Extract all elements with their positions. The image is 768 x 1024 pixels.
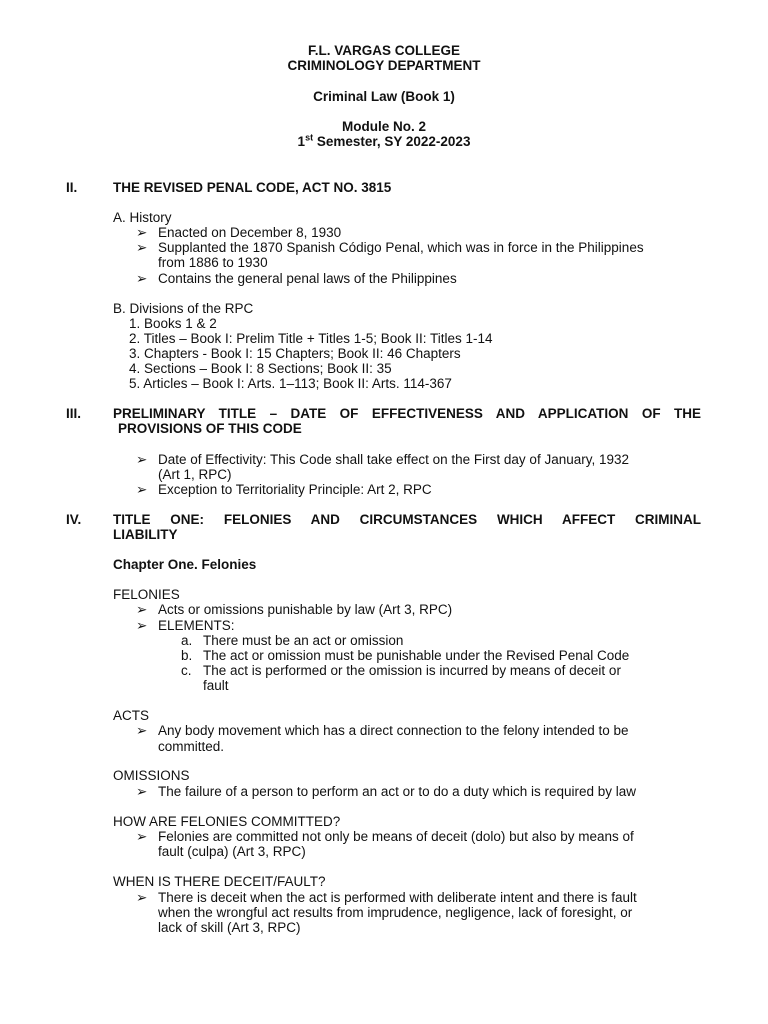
effectivity-item-cont: (Art 1, RPC)	[158, 467, 232, 482]
element-text: The act or omission must be punishable under the Revised Penal Code	[203, 648, 630, 663]
divisions-label: B. Divisions of the RPC	[113, 301, 254, 316]
element-letter: a.	[181, 633, 193, 648]
course-title: Criminal Law (Book 1)	[313, 89, 455, 104]
chapter-title: Chapter One. Felonies	[113, 557, 257, 572]
semester-text: Semester, SY 2022-2023	[313, 134, 471, 149]
bullet-arrow-icon: ➢	[136, 723, 148, 738]
division-item-1: 1. Books 1 & 2	[129, 316, 217, 331]
section-4-number: IV.	[66, 512, 82, 527]
felonies-definition: Acts or omissions punishable by law (Art 3, RPC)	[158, 602, 453, 617]
history-item-2-cont: from 1886 to 1930	[158, 255, 268, 270]
semester-number: 1	[297, 134, 306, 149]
semester-line	[0, 134, 768, 149]
history-item-3: Contains the general penal laws of the Philippines	[158, 271, 457, 286]
omissions-definition: The failure of a person to perform an act or to do a duty which is required by law	[158, 784, 636, 799]
history-item-2: Supplanted the 1870 Spanish Código Penal, which was in force in the Philippines	[158, 240, 644, 255]
element-letter: b.	[181, 648, 193, 663]
bullet-arrow-icon: ➢	[136, 452, 148, 467]
effectivity-item: Date of Effectivity: This Code shall take effect on the First day of January, 1932	[158, 452, 630, 467]
deceit-fault-text: There is deceit when the act is performed with deliberate intent and there is fault	[158, 890, 637, 905]
element-text: The act is performed or the omission is incurred by means of deceit or	[203, 663, 621, 678]
bullet-arrow-icon: ➢	[136, 784, 148, 799]
bullet-arrow-icon: ➢	[136, 482, 148, 497]
element-text: There must be an act or omission	[203, 633, 404, 648]
section-4-title-line-2: LIABILITY	[113, 527, 178, 542]
department-name: CRIMINOLOGY DEPARTMENT	[287, 58, 481, 73]
section-3-title-line-1: PRELIMINARY TITLE – DATE OF EFFECTIVENESS AND APPLICATION OF THE	[113, 406, 701, 421]
territoriality-item: Exception to Territoriality Principle: Art 2, RPC	[158, 482, 432, 497]
bullet-arrow-icon: ➢	[136, 271, 148, 286]
acts-definition: Any body movement which has a direct connection to the felony intended to be	[158, 723, 629, 738]
acts-definition-cont: committed.	[158, 739, 225, 754]
module-number: Module No. 2	[342, 119, 426, 134]
section-3-title-line-2: PROVISIONS OF THIS CODE	[118, 421, 302, 436]
bullet-arrow-icon: ➢	[136, 829, 148, 844]
division-item-3: 3. Chapters - Book I: 15 Chapters; Book II: 46 Chapters	[129, 346, 461, 361]
how-committed-text-cont: fault (culpa) (Art 3, RPC)	[158, 844, 306, 859]
how-committed-text: Felonies are committed not only be means of deceit (dolo) but also by means of	[158, 829, 634, 844]
section-2-number: II.	[66, 180, 78, 195]
section-4-title-line-1: TITLE ONE: FELONIES AND CIRCUMSTANCES WHICH AFFECT CRIMINAL	[113, 512, 701, 527]
omissions-label: OMISSIONS	[113, 768, 190, 783]
semester-superscript: st	[305, 132, 314, 143]
bullet-arrow-icon: ➢	[136, 890, 148, 905]
history-label: A. History	[113, 210, 172, 225]
deceit-fault-label: WHEN IS THERE DECEIT/FAULT?	[113, 874, 326, 889]
bullet-arrow-icon: ➢	[136, 225, 148, 240]
section-3-number: III.	[66, 406, 82, 421]
bullet-arrow-icon: ➢	[136, 240, 148, 255]
elements-label: ELEMENTS:	[158, 618, 235, 633]
history-item-1: Enacted on December 8, 1930	[158, 225, 342, 240]
division-item-4: 4. Sections – Book I: 8 Sections; Book II: 35	[129, 361, 392, 376]
deceit-fault-text-cont: lack of skill (Art 3, RPC)	[158, 920, 301, 935]
deceit-fault-text-cont: when the wrongful act results from imprudence, negligence, lack of foresight, or	[158, 905, 633, 920]
bullet-arrow-icon: ➢	[136, 618, 148, 633]
felonies-label: FELONIES	[113, 587, 180, 602]
section-2-title: THE REVISED PENAL CODE, ACT NO. 3815	[113, 180, 392, 195]
division-item-5: 5. Articles – Book I: Arts. 1–113; Book II: Arts. 114-367	[129, 376, 452, 391]
division-item-2: 2. Titles – Book I: Prelim Title + Titles 1-5; Book II: Titles 1-14	[129, 331, 493, 346]
element-letter: c.	[181, 663, 192, 678]
bullet-arrow-icon: ➢	[136, 602, 148, 617]
how-committed-label: HOW ARE FELONIES COMMITTED?	[113, 814, 341, 829]
college-name: F.L. VARGAS COLLEGE	[307, 43, 460, 58]
acts-label: ACTS	[113, 708, 150, 723]
element-text-cont: fault	[203, 678, 229, 693]
